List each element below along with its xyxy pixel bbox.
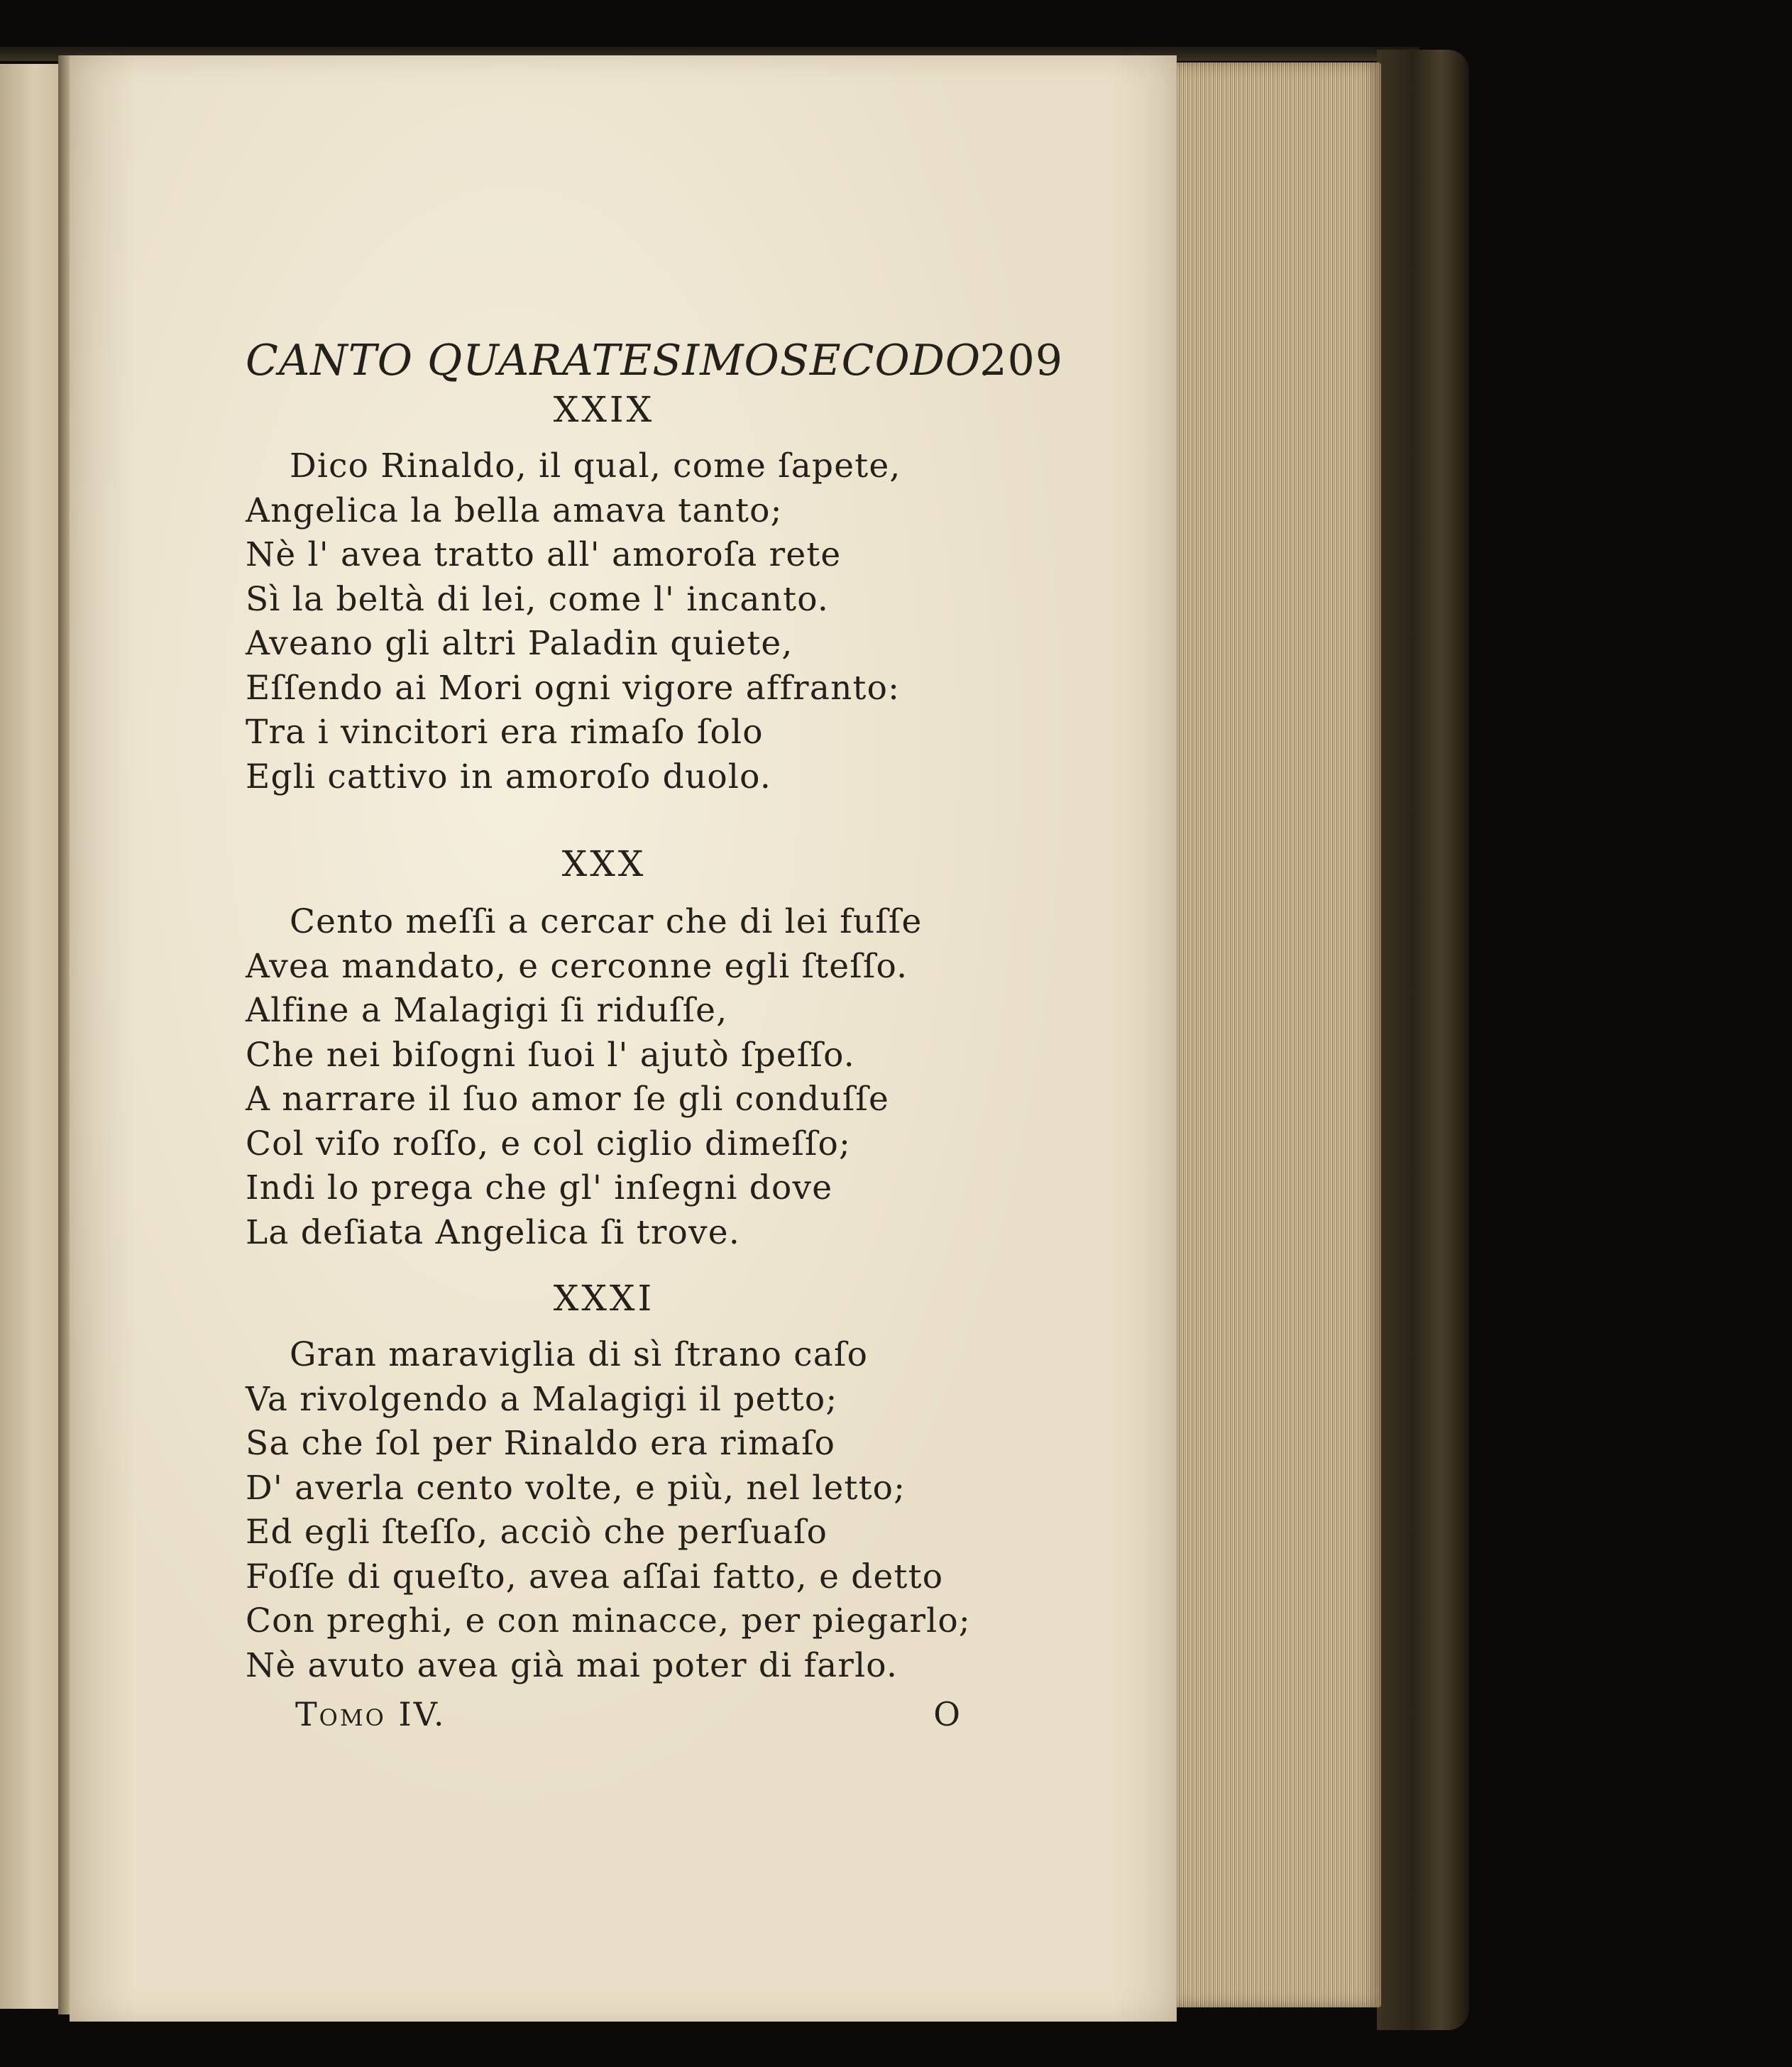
leather-cover xyxy=(1377,50,1469,2030)
stanza-verse xyxy=(246,900,923,1255)
verse-line: Nè l' avea tratto all' amoroſa rete xyxy=(246,535,842,574)
verse-line: Foſſe di queſto, avea aſſai fatto, e detto xyxy=(246,1557,944,1596)
verse-line: La deſiata Angelica ſi trove. xyxy=(246,1212,740,1252)
verse-line: Ed egli ſteſſo, acciò che perſuaſo xyxy=(246,1513,828,1552)
verse-line: Indi lo prega che gl' inſegni dove xyxy=(246,1168,833,1207)
book-page xyxy=(70,55,1177,2022)
volume-signature: Tomo IV. xyxy=(295,1695,446,1733)
verse-line: Egli cattivo in amoroſo duolo. xyxy=(246,757,771,796)
verse-line: Eſſendo ai Mori ogni vigore affranto: xyxy=(246,668,901,708)
verse-line: Nè avuto avea già mai poter di farlo. xyxy=(246,1645,898,1685)
verse-line: Col viſo roſſo, e col ciglio dimeſſo; xyxy=(246,1124,852,1163)
verse-line: Sì la beltà di lei, come l' incanto. xyxy=(246,579,830,619)
verse-line: Sa che ſol per Rinaldo era rimaſo xyxy=(246,1424,836,1463)
running-head xyxy=(246,336,1063,385)
stanza-number: XXIX xyxy=(553,389,655,430)
verse-line: D' averla cento volte, e più, nel letto; xyxy=(246,1468,906,1508)
previous-page-sliver xyxy=(0,64,64,2009)
running-head-title: CANTO QUARATESIMOSECODO. xyxy=(246,336,993,385)
verse-line: Aveano gli altri Paladin quiete, xyxy=(246,624,793,663)
page-footer xyxy=(246,1695,962,1733)
verse-line: Gran maraviglia di sì ſtrano caſo xyxy=(290,1335,869,1374)
verse-line: Cento meſſi a cercar che di lei fuſſe xyxy=(290,902,923,941)
verse-line: Angelica la bella amava tanto; xyxy=(246,490,783,530)
verse-line: Va rivolgendo a Malagigi il petto; xyxy=(246,1379,838,1419)
stanza-number: XXX xyxy=(561,843,647,884)
verse-line: Dico Rinaldo, il qual, come ſapete, xyxy=(290,446,901,486)
verse-line: A narrare il ſuo amor ſe gli conduſſe xyxy=(246,1080,890,1119)
verse-line: Con preghi, e con minacce, per piegarlo; xyxy=(246,1601,971,1640)
verse-line: Tra i vincitori era rimaſo ſolo xyxy=(246,713,764,752)
verse-line: Avea mandato, e cerconne egli ſteſſo. xyxy=(246,946,908,986)
verse-line: Che nei biſogni ſuoi l' ajutò ſpeſſo. xyxy=(246,1035,855,1075)
stanza-number: XXXI xyxy=(553,1278,655,1319)
page-number: 209 xyxy=(979,336,1063,385)
verse-line: Alfine a Malagigi ſi riduſſe, xyxy=(246,991,728,1030)
gathering-mark: O xyxy=(933,1695,962,1733)
stanza-verse xyxy=(246,444,901,799)
page-edges xyxy=(1175,62,1381,2007)
stanza-verse xyxy=(246,1333,971,1688)
